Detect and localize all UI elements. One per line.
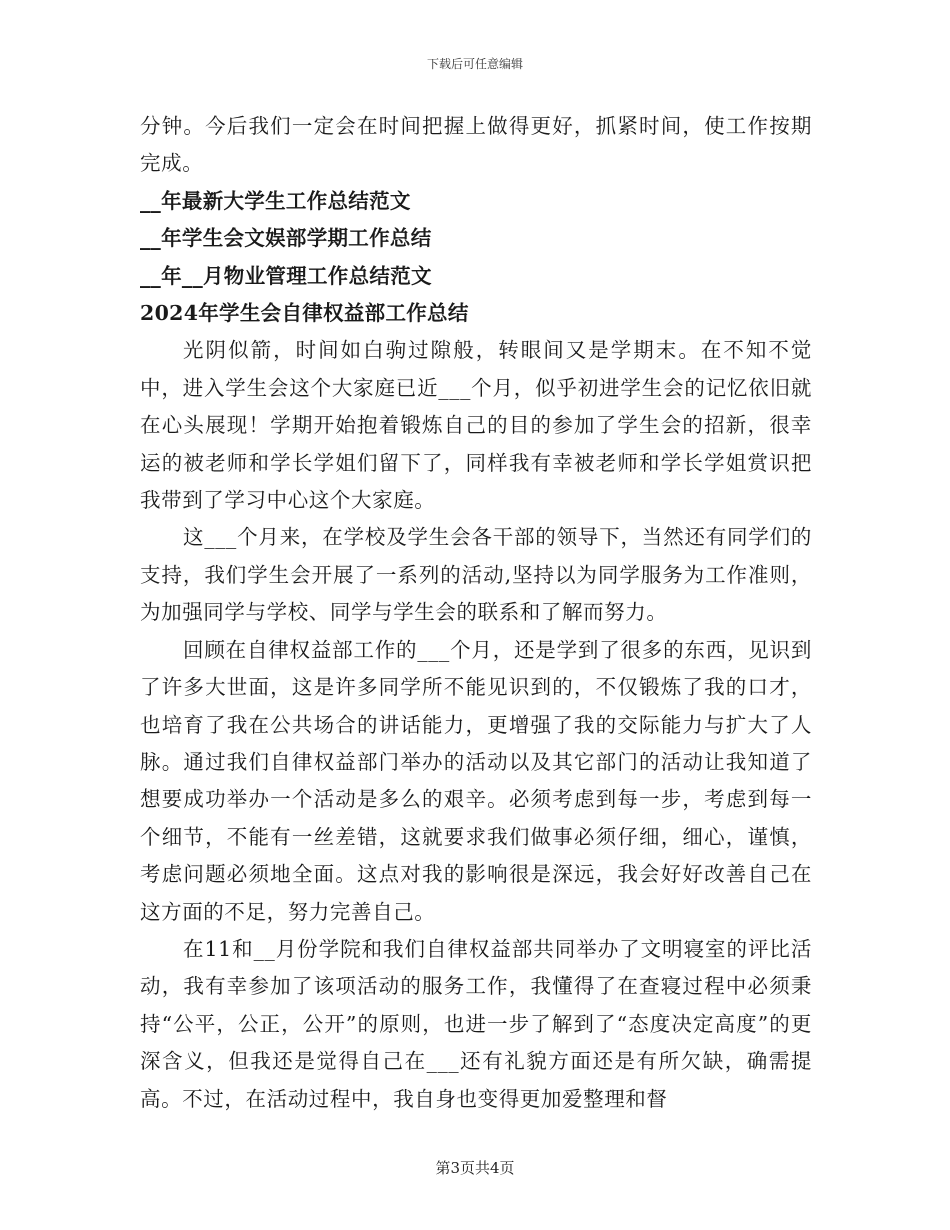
page-header: 下载后可任意编辑 xyxy=(426,57,523,71)
related-title-2: __年学生会文娱部学期工作总结 xyxy=(140,226,432,251)
related-title-1: __年最新大学生工作总结范文 xyxy=(140,188,411,213)
page-number-footer: 第3页共4页 xyxy=(435,1159,515,1177)
document-body xyxy=(140,108,812,1118)
article-title: 2024年学生会自律权益部工作总结 xyxy=(140,301,469,326)
article-paragraph-1: 光阴似箭，时间如白驹过隙般，转眼间又是学期末。在不知不觉中，进入学生会这个大家庭已近___个月，似乎初进学生会的记忆依旧就在心头展现！学期开始抱着锻炼自己的目的参加了学生会的招新，很幸运的被老师和学长学姐们留下了，同样我有幸被老师和学长学姐赏识把我带到了学习中心这个大家庭。 xyxy=(140,338,812,513)
related-title-3: __年__月物业管理工作总结范文 xyxy=(140,263,432,288)
article-paragraph-2: 这___个月来，在学校及学生会各干部的领导下，当然还有同学们的支持，我们学生会开展了一系列的活动,坚持以为同学服务为工作准则，为加强同学与学校、同学与学生会的联系和了解而努力。 xyxy=(140,525,812,625)
intro-paragraph: 分钟。今后我们一定会在时间把握上做得更好，抓紧时间，使工作按期完成。 xyxy=(140,114,812,176)
article-paragraph-4: 在11和__月份学院和我们自律权益部共同举办了文明寝室的评比活动，我有幸参加了该项活动的服务工作，我懂得了在查寝过程中必须秉持“公平，公正，公开”的原则，也进一步了解到了“态度决定高度”的更深含义，但我还是觉得自己在___还有礼貌方面还是有所欠缺，确需提高。不过，在活动过程中，我自身也变得更加爱整理和督 xyxy=(140,936,812,1111)
article-paragraph-3: 回顾在自律权益部工作的___个月，还是学到了很多的东西，见识到了许多大世面，这是许多同学所不能见识到的，不仅锻炼了我的口才，也培育了我在公共场合的讲话能力，更增强了我的交际能力与扩大了人脉。通过我们自律权益部门举办的活动以及其它部门的活动让我知道了想要成功举办一个活动是多么的艰辛。必须考虑到每一步，考虑到每一个细节，不能有一丝差错，这就要求我们做事必须仔细，细心，谨慎，考虑问题必须地全面。这点对我的影响很是深远，我会好好改善自己在这方面的不足，努力完善自己。 xyxy=(140,637,812,924)
